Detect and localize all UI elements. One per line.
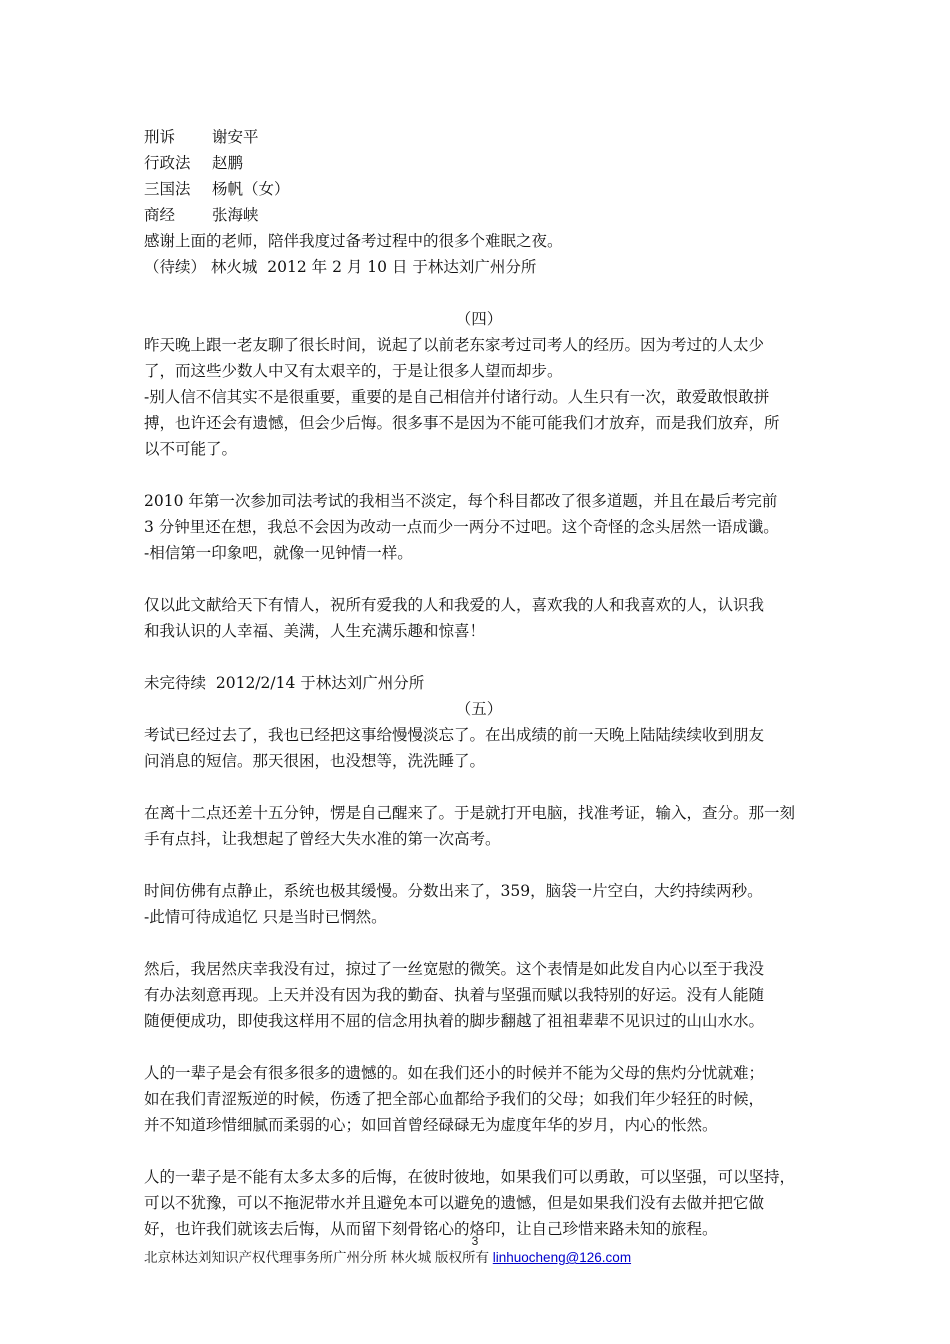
text-line: 仅以此文献给天下有情人，祝所有爱我的人和我爱的人，喜欢我的人和我喜欢的人，认识我 [144,596,765,614]
paragraph-gap [144,1138,814,1164]
text-line: 时间仿佛有点静止，系统也极其缓慢。分数出来了，359，脑袋一片空白，大约持续两秒。 [144,882,763,900]
text-line: 昨天晚上跟一老友聊了很长时间，说起了以前老东家考过司考人的经历。因为考过的人太少 [144,336,765,354]
text-line: 2010 年第一次参加司法考试的我相当不淡定，每个科目都改了很多道题，并且在最后考完前 [144,492,778,510]
thanks-line: 感谢上面的老师，陪伴我度过备考过程中的很多个难眠之夜。 [144,232,563,250]
credit-teacher: 张海峡 [212,206,259,224]
paragraph-gap [144,462,814,488]
text-line: 有办法刻意再现。上天并没有因为我的勤奋、执着与坚强而赋以我特别的好运。没有人能随 [144,986,765,1004]
credit-teacher: 杨帆（女） [212,180,290,198]
section4-title: （四） [455,310,503,328]
text-line: -此情可待成追忆 只是当时已惘然。 [144,908,387,926]
text-line: 考试已经过去了，我也已经把这事给慢慢淡忘了。在出成绩的前一天晚上陆陆续续收到朋友 [144,726,765,744]
text-line: 然后，我居然庆幸我没有过，掠过了一丝宽慰的微笑。这个表情是如此发自内心以至于我没 [144,960,765,978]
credit-line [144,176,814,202]
section3-signature: （待续） 林火城 2012 年 2 月 10 日 于林达刘广州分所 [144,258,537,276]
teacher-credits [144,124,814,228]
paragraph-gap [144,1034,814,1060]
text-line: 问消息的短信。那天很困，也没想等，洗洗睡了。 [144,752,486,770]
text-line: 好，也许我们就该去后悔，从而留下刻骨铭心的烙印，让自己珍惜来路未知的旅程。 [144,1220,718,1238]
credit-teacher: 赵鹏 [212,154,244,172]
text-line: 可以不犹豫，可以不拖泥带水并且避免本可以避免的遗憾，但是如果我们没有去做并把它做 [144,1194,765,1212]
paragraph-gap [144,774,814,800]
text-line: 3 分钟里还在想，我总不会因为改动一点而少一两分不过吧。这个奇怪的念头居然一语成谶。 [144,518,779,536]
paragraph-gap [144,852,814,878]
section5-title: （五） [455,700,503,718]
text-line: 人的一辈子是不能有太多太多的后悔，在彼时彼地，如果我们可以勇敢，可以坚强，可以坚持， [144,1168,796,1186]
credit-teacher: 谢安平 [212,128,259,146]
credit-subject: 三国法 [144,180,191,198]
section4-body [144,332,814,696]
footer-text: 北京林达刘知识产权代理事务所广州分所 林火城 版权所有 [144,1250,493,1265]
body-text [144,124,814,1242]
credit-line [144,150,814,176]
page-footer [144,1246,631,1266]
text-line: -别人信不信其实不是很重要，重要的是自己相信并付诸行动。人生只有一次，敢爱敢恨敢拼 [144,388,770,406]
text-line: 未完待续 2012/2/14 于林达刘广州分所 [144,674,425,692]
text-line: 在离十二点还差十五分钟，愣是自己醒来了。于是就打开电脑，找准考证，输入，查分。那一刻 [144,804,796,822]
text-line: 搏，也许还会有遗憾，但会少后悔。很多事不是因为不能可能我们才放弃，而是我们放弃，所 [144,414,780,432]
credit-line [144,202,814,228]
text-line: 随便便成功，即使我这样用不屈的信念用执着的脚步翻越了祖祖辈辈不见识过的山山水水。 [144,1012,765,1030]
text-line: 人的一辈子是会有很多很多的遗憾的。如在我们还小的时候并不能为父母的焦灼分忧就难； [144,1064,765,1082]
section5-body [144,722,814,1242]
text-line: -相信第一印象吧，就像一见钟情一样。 [144,544,413,562]
text-line: 和我认识的人幸福、美满，人生充满乐趣和惊喜！ [144,622,486,640]
text-line: 如在我们青涩叛逆的时候，伤透了把全部心血都给予我们的父母；如我们年少轻狂的时候， [144,1090,765,1108]
paragraph-gap [144,930,814,956]
page-number: 3 [471,1234,479,1248]
paragraph-gap [144,566,814,592]
credit-subject: 行政法 [144,154,191,172]
paragraph-gap [144,644,814,670]
text-line: 以不可能了。 [144,440,238,458]
credit-line [144,124,814,150]
credit-subject: 商经 [144,206,176,224]
credit-subject: 刑诉 [144,128,176,146]
text-line: 并不知道珍惜细腻而柔弱的心；如回首曾经碌碌无为虚度年华的岁月，内心的怅然。 [144,1116,718,1134]
footer-email-link[interactable]: linhuocheng@126.com [492,1250,632,1265]
text-line: 了，而这些少数人中又有太艰辛的，于是让很多人望而却步。 [144,362,563,380]
text-line: 手有点抖，让我想起了曾经大失水准的第一次高考。 [144,830,501,848]
